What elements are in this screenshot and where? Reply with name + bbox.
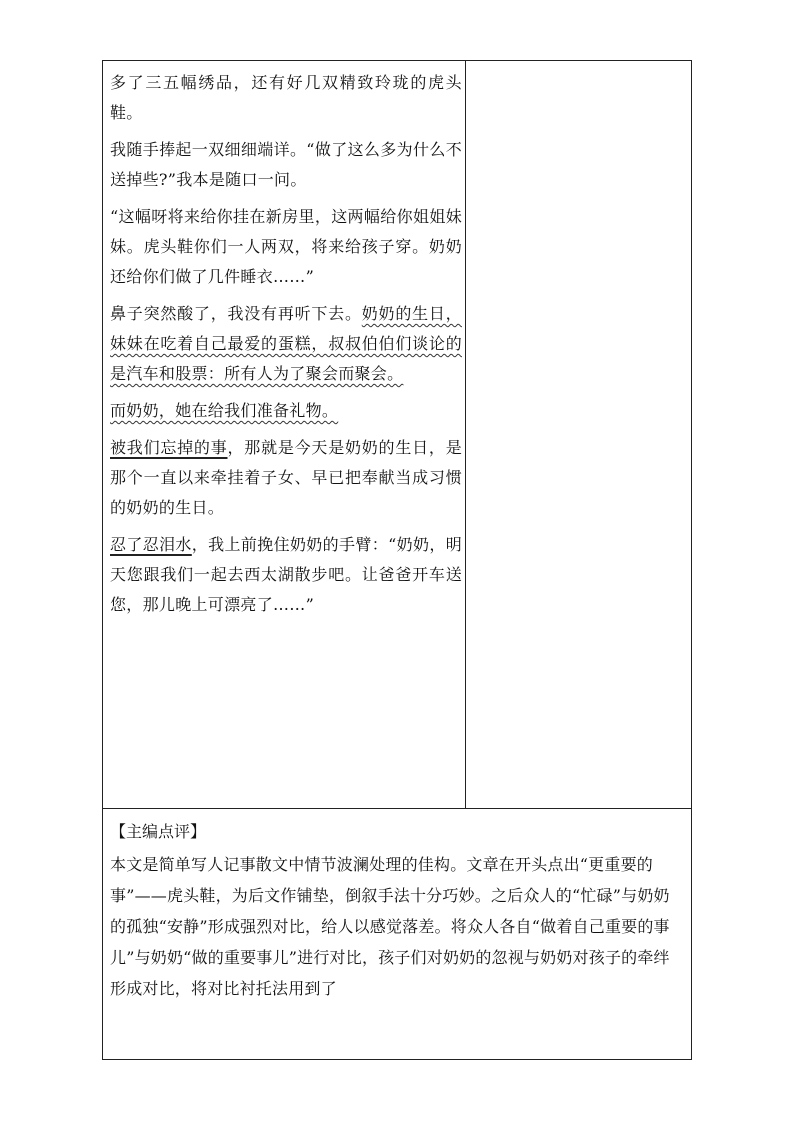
column-divider [465,60,466,809]
story-paragraph-1: 多了三五幅绣品，还有好几双精致玲珑的虎头鞋。 [110,73,462,122]
editor-review-cell [110,817,685,1004]
story-paragraph-6 [110,433,462,523]
wavy-underlined-text-2: 而奶奶，她在给我们准备礼物。 [110,401,339,420]
review-text: 本文是简单写人记事散文中情节波澜处理的佳构。文章在开头点出“更重要的事”——虎头鞋，为后文作铺垫，倒叙手法十分巧妙。之后众人的“忙碌”与奶奶的孤独“安静”形成强烈对比，给人以感觉落差。将众人各自“做着自己重要的事儿”与奶奶“做的重要事儿”进行对比，孩子们对奶奶的忽视与奶奶对孩子的牵绊形成对比，将对比衬托法用到了 [110,855,670,998]
wavy-underlined-text: 奶奶的生日，妹妹在吃着自己最爱的蛋糕，叔叔伯伯们谈论的是汽车和股票：所有人为了聚会而聚会。 [110,304,462,383]
story-paragraph-4-lead: 鼻子突然酸了，我没有再听下去。 [110,304,362,323]
story-paragraph-3: “这幅呀将来给你挂在新房里，这两幅给你姐姐妹妹。虎头鞋你们一人两双，将来给孩子穿。奶奶还给你们做了几件睡衣……” [110,207,462,286]
story-paragraph-7-rest: ，我上前挽住奶奶的手臂：“奶奶，明天您跟我们一起去西太湖散步吧。让爸爸开车送您，那儿晚上可漂亮了……” [110,535,462,614]
story-cell [110,68,462,620]
row-divider [102,808,692,809]
underlined-text-2: 忍了忍泪水 [110,535,192,554]
review-heading: 【主编点评】 [110,822,207,841]
story-paragraph-6-rest: ，那就是今天是奶奶的生日，是那个一直以来牵挂着子女、早已把奉献当成习惯的奶奶的生日。 [110,438,462,517]
story-paragraph-7 [110,530,462,620]
story-paragraph-2: 我随手捧起一双细细端详。“做了这么多为什么不送掉些?”我本是随口一问。 [110,140,462,189]
story-paragraph-5 [110,396,462,426]
underlined-text: 被我们忘掉的事 [110,438,228,457]
story-paragraph-4 [110,299,462,389]
